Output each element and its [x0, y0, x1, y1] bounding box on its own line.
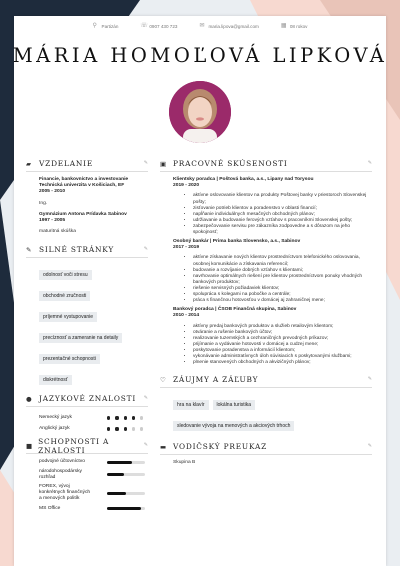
edit-pencil-icon[interactable]: ✎	[143, 395, 148, 402]
strength-chip: odolnosť voči stresu	[39, 270, 92, 280]
strength-chip: príjemné vystupovanie	[39, 312, 97, 322]
license-header	[160, 441, 372, 452]
job-duties	[173, 324, 372, 367]
location-icon: ⚲	[92, 23, 97, 29]
edit-pencil-icon[interactable]: ✎	[367, 376, 372, 383]
dob-item	[281, 23, 308, 29]
job-duty: • prijímanie a vydávanie hotovosti v domácej a cudzej mene;	[193, 342, 372, 348]
dob-text: 08 rokov	[289, 23, 308, 29]
edit-pencil-icon[interactable]: ✎	[367, 443, 372, 450]
job-duty: • spolupráca s kolegami na pobočke a centrále;	[193, 292, 372, 298]
languages-header	[26, 393, 148, 404]
phone-item	[140, 23, 177, 29]
contact-bar	[0, 23, 400, 29]
experience-title: PRACOVNÉ SKÚSENOSTI	[173, 159, 288, 168]
job-duty: • vykonávanie administratívnych úloh súvisiacich s poskytovanými službami;	[193, 354, 372, 360]
experience-section	[160, 158, 372, 366]
briefcase-icon: ▣	[160, 159, 167, 168]
interests-header	[160, 374, 372, 385]
interest-chip: hra na klavír	[173, 400, 209, 410]
left-column	[26, 158, 148, 515]
license-section	[160, 441, 372, 466]
address-text: Partizán	[101, 23, 119, 29]
skill-bar	[107, 461, 145, 464]
languages-title: JAZYKOVÉ ZNALOSTI	[39, 394, 137, 404]
heart-icon: ♡	[160, 375, 167, 384]
skill-row	[39, 506, 148, 512]
skill-bar	[107, 492, 145, 495]
job-title: Osobný bankár | Prima banka Slovensko, a.s., Sabinov	[173, 239, 301, 245]
education-school: Financie, bankovníctvo a investovanie Technická univerzita v Košiciach, EF	[39, 177, 129, 189]
phone-icon: ☏	[140, 23, 148, 29]
email-text: maria.lipova@gmail.com	[208, 23, 259, 29]
job-years: 2017 - 2019	[173, 245, 200, 251]
skill-name: národohospodársky rozhľad	[39, 468, 82, 480]
job-duty: • zisťovanie potrieb klientov a poradenstvo v oblasti financií;	[193, 206, 372, 212]
edit-pencil-icon[interactable]: ✎	[143, 160, 148, 166]
strength-chip: precíznosť a zameranie na detaily	[39, 333, 122, 343]
language-level	[107, 427, 143, 430]
graduation-cap-icon: ▰	[26, 159, 32, 168]
level-dot	[124, 427, 127, 430]
strength-chip: prezentačné schopnosti	[39, 354, 100, 364]
address-item	[93, 23, 119, 29]
education-school: Gymnázium Antona Prídavka Sabinov	[39, 211, 127, 217]
level-dot	[140, 427, 143, 430]
license-value: Skupina B	[173, 460, 196, 466]
divider	[26, 257, 148, 258]
phone-text: 0907 430 723	[149, 23, 178, 29]
job-duties	[173, 255, 372, 304]
job-duty: • aktívne získavanie nových klientov prostredníctvom telefonického oslovovania, osobnej komunikácie a získavania referencií;	[193, 255, 372, 267]
skill-name: podvojné účtovníctvo	[39, 459, 85, 465]
job-duty: • zabezpečovvanie servisu pre zákazníka zodpovedne a s dôrazom na jeho spokojnosť;	[193, 224, 372, 236]
experience-list	[160, 177, 372, 366]
job-duty: • otváranie a rušenie bankových účtov;	[193, 330, 372, 336]
calendar-icon: ▦	[280, 23, 287, 29]
skill-bar-fill	[107, 461, 132, 464]
job-entry	[173, 307, 372, 366]
interest-chip: sledovanie vývoja na menových a akciových trhoch	[173, 421, 294, 431]
pencil-icon: ✎	[26, 245, 33, 254]
job-duty: • navrhovanie optimálnych riešení pre klientov prostredníctvom ponuky vhodných bankových produktov;	[193, 274, 372, 286]
job-title: Bankový poradca | ČSOB Finančná skupina, Sabinov	[173, 307, 297, 313]
candidate-name: MÁRIA HOMOĽOVÁ LIPKOVÁ	[12, 44, 388, 67]
strengths-list	[26, 263, 148, 389]
job-duty: • realizovanie tuzemských a cezhraničných prevodných príkazov;	[193, 336, 372, 342]
skills-header	[26, 436, 148, 455]
language-name: Nemecký jazyk	[39, 414, 72, 420]
job-duties	[173, 193, 372, 236]
job-duty: • plnenie stanovených obchodných a akvizičných plánov;	[193, 360, 372, 366]
education-section	[26, 158, 148, 235]
skills-section	[26, 436, 148, 511]
job-duty: • budovanie a rozvíjanie dobrých vzťahov s klientami;	[193, 268, 372, 274]
email-item	[199, 23, 258, 29]
divider	[160, 454, 372, 455]
job-duty: • práca s finančnou hotovosťou v domácej aj zahraničnej mene;	[193, 298, 372, 304]
skill-name: MS Office	[39, 505, 61, 511]
job-title: Klientsky poradca | Poštová banka, a.s., Lipany nad Torysou	[173, 177, 314, 182]
languages-list	[26, 412, 148, 434]
skill-bar-fill	[107, 473, 124, 476]
strengths-title: SILNÉ STRÁNKY	[39, 245, 115, 255]
skill-bar	[107, 507, 145, 510]
edit-pencil-icon[interactable]: ✎	[143, 246, 148, 253]
education-degree: Ing.	[39, 200, 48, 206]
level-dot	[124, 416, 127, 419]
skill-row	[39, 459, 148, 465]
language-row	[39, 412, 148, 423]
interests-section	[160, 374, 372, 435]
job-duty: • riešenie servisných požiadaviek klientov;	[193, 286, 372, 292]
skill-bar	[107, 473, 145, 476]
education-header	[26, 158, 148, 169]
level-dot	[140, 416, 143, 419]
interest-chip: lokálna turistika	[213, 400, 255, 410]
job-duty: • poskytovanie poradenstva a informácií klientom;	[193, 348, 372, 354]
strengths-section	[26, 244, 148, 389]
divider	[160, 387, 372, 388]
skill-bar-fill	[107, 507, 141, 510]
language-name: Anglický jazyk	[39, 425, 70, 431]
strengths-header	[26, 244, 148, 255]
skills-list	[26, 459, 148, 511]
speech-bubble-icon: ●	[26, 394, 33, 403]
education-list	[26, 177, 148, 235]
divider	[26, 171, 148, 172]
skill-row	[39, 484, 148, 503]
edit-pencil-icon[interactable]: ✎	[367, 160, 372, 166]
briefcase-icon: ■	[26, 441, 33, 450]
level-dot	[107, 427, 110, 430]
interests-title: ZÁUJMY A ZÁĽUBY	[173, 375, 259, 385]
skill-bar-fill	[107, 492, 126, 495]
skill-name: FOREX, vývoj konkrétnych finančných a menových politík	[39, 484, 91, 502]
profile-photo	[169, 81, 231, 143]
job-entry	[173, 239, 372, 304]
email-icon: ✉	[199, 23, 205, 29]
job-duty: • aktívny predaj bankových produktov a služieb retailovým klientom;	[193, 324, 372, 330]
divider	[160, 171, 372, 172]
skills-title: SCHOPNOSTI A ZNALOSTI	[38, 436, 110, 455]
license-title: VODIČSKÝ PREUKAZ	[173, 442, 268, 452]
languages-section	[26, 393, 148, 434]
strength-chip: obchodné zručnosti	[39, 291, 90, 301]
divider	[26, 406, 148, 407]
language-row	[39, 423, 148, 434]
job-years: 2010 - 2014	[173, 313, 200, 319]
job-duty: • napĺňanie individuálnych mesačných obchodných plánov;	[193, 212, 372, 218]
job-duty: • aktívne oslovovanie klientov na produkty Poštovej banky v priestoroch Slovenskej pošty;	[193, 193, 372, 205]
level-dot	[115, 427, 118, 430]
education-title: VZDELANIE	[39, 159, 94, 168]
strength-chip: diskrétnosť	[39, 375, 72, 385]
level-dot	[115, 416, 118, 419]
right-column	[160, 158, 372, 466]
education-years: 2005 - 2010	[39, 189, 66, 195]
skill-row	[39, 469, 148, 481]
level-dot	[107, 416, 110, 419]
car-icon: ▬	[160, 442, 167, 451]
experience-header	[160, 158, 372, 169]
interests-list	[160, 393, 372, 435]
job-years: 2019 - 2020	[173, 183, 200, 189]
portrait-image	[169, 81, 231, 143]
education-degree: maturitná skúška	[39, 229, 76, 235]
edit-pencil-icon[interactable]: ✎	[143, 442, 148, 449]
education-years: 1997 - 2005	[39, 218, 66, 224]
level-dot	[132, 427, 135, 430]
job-entry	[173, 177, 372, 236]
language-level	[107, 416, 143, 419]
level-dot	[132, 416, 135, 419]
job-duty: • udržiavanie a budovanie ferových vzťahov s pracovníkmi Slovenskej pošty;	[193, 218, 372, 224]
